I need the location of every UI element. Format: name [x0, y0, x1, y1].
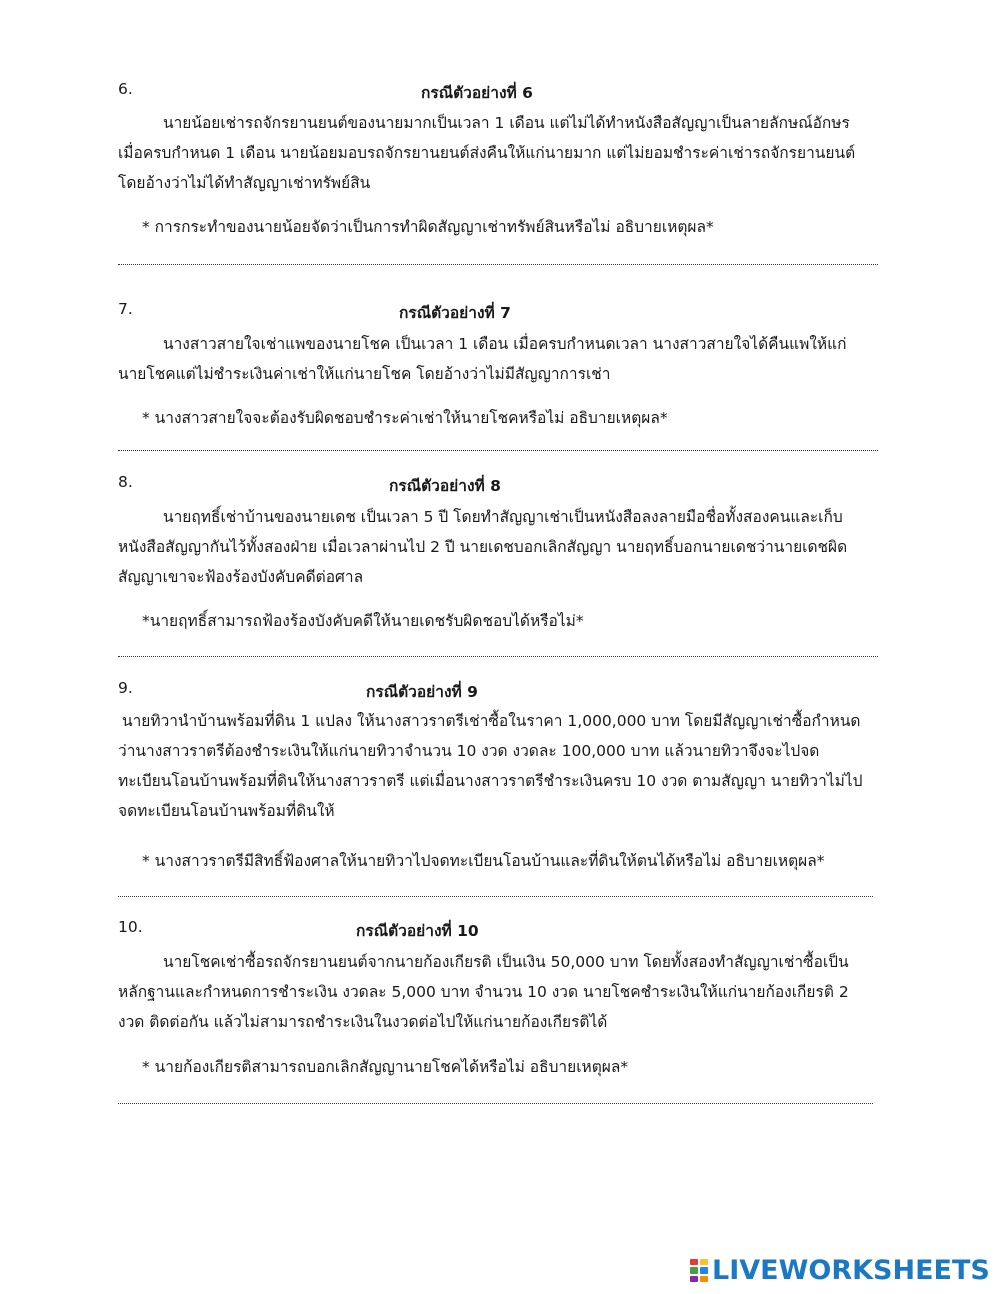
description-line: นายน้อยเช่ารถจักรยานยนต์ของนายมากเป็นเวลา 1 เดือน แต่ไม่ได้ทำหนังสือสัญญาเป็นลายลักษณ์อักษร [163, 114, 850, 132]
case-question: * นายก้องเกียรติสามารถบอกเลิกสัญญานายโชคได้หรือไม่ อธิบายเหตุผล* [142, 1058, 629, 1076]
case-description [118, 329, 888, 389]
description-line: โดยอ้างว่าไม่ได้ทำสัญญาเช่าทรัพย์สิน [118, 174, 371, 192]
case-number: 7. [118, 300, 133, 318]
case-title: กรณีตัวอย่างที่ 6 [421, 84, 533, 102]
logo-text: LIVEWORKSHEETS [712, 1255, 990, 1286]
answer-line[interactable] [118, 656, 878, 657]
description-line: นายฤทธิ์เช่าบ้านของนายเดช เป็นเวลา 5 ปี โดยทำสัญญาเช่าเป็นหนังสือลงลายมือชื่อทั้งสองคนและเก็บ [163, 508, 843, 526]
description-line: งวด ติดต่อกัน แล้วไม่สามารถชำระเงินในงวดต่อไปให้แก่นายก้องเกียรติได้ [118, 1013, 608, 1031]
case-description [118, 706, 888, 826]
description-line: จดทะเบียนโอนบ้านพร้อมที่ดินให้ [118, 802, 335, 820]
answer-line[interactable] [118, 264, 878, 265]
case-number: 8. [118, 473, 133, 491]
liveworksheets-logo [690, 1255, 990, 1286]
description-line: หนังสือสัญญากันไว้ทั้งสองฝ่าย เมื่อเวลาผ่านไป 2 ปี นายเดชบอกเลิกสัญญา นายฤทธิ์บอกนายเดชว่านายเดชผิด [118, 538, 848, 556]
case-title: กรณีตัวอย่างที่ 9 [366, 683, 478, 701]
description-line: เมื่อครบกำหนด 1 เดือน นายน้อยมอบรถจักรยานยนต์ส่งคืนให้แก่นายมาก แต่ไม่ยอมชำระค่าเช่ารถจักรยานยนต์ [118, 144, 856, 162]
case-question: * นางสาวสายใจจะต้องรับผิดชอบชำระค่าเช่าให้นายโชคหรือไม่ อธิบายเหตุผล* [142, 409, 668, 427]
answer-line[interactable] [118, 896, 873, 897]
description-line: นายโชคเช่าซื้อรถจักรยานยนต์จากนายก้องเกียรติ เป็นเงิน 50,000 บาท โดยทั้งสองทำสัญญาเช่าซื้อเป็น [163, 953, 849, 971]
logo-icon [690, 1259, 708, 1283]
description-line: ทะเบียนโอนบ้านพร้อมที่ดินให้นางสาวราตรี แต่เมื่อนางสาวราตรีชำระเงินครบ 10 งวด ตามสัญญา นายทิวาไม่ไป [118, 772, 863, 790]
description-line: นายทิวานำบ้านพร้อมที่ดิน 1 แปลง ให้นางสาวราตรีเช่าซื้อในราคา 1,000,000 บาท โดยมีสัญญาเช่าซื้อกำหนด [122, 712, 861, 730]
description-line: หลักฐานและกำหนดการชำระเงิน งวดละ 5,000 บาท จำนวน 10 งวด นายโชคชำระเงินให้แก่นายก้องเกียรติ 2 [118, 983, 849, 1001]
case-question: * นางสาวราตรีมีสิทธิ์ฟ้องศาลให้นายทิวาไปจดทะเบียนโอนบ้านและที่ดินให้ตนได้หรือไม่ อธิบายเหตุผล* [142, 852, 825, 870]
description-line: สัญญาเขาจะฟ้องร้องบังคับคดีต่อศาล [118, 568, 364, 586]
case-description [118, 108, 888, 198]
description-line: ว่านางสาวราตรีต้องชำระเงินให้แก่นายทิวาจำนวน 10 งวด งวดละ 100,000 บาท แล้วนายทิวาจึงจะไปจด [118, 742, 820, 760]
case-title: กรณีตัวอย่างที่ 8 [389, 477, 501, 495]
case-description [118, 947, 888, 1037]
description-line: นางสาวสายใจเช่าแพของนายโชค เป็นเวลา 1 เดือน เมื่อครบกำหนดเวลา นางสาวสายใจได้คืนแพให้แก่ [163, 335, 847, 353]
case-question: *นายฤทธิ์สามารถฟ้องร้องบังคับคดีให้นายเดชรับผิดชอบได้หรือไม่* [142, 612, 584, 630]
case-description [118, 502, 888, 592]
case-title: กรณีตัวอย่างที่ 10 [356, 922, 479, 940]
case-number: 9. [118, 679, 133, 697]
case-question: * การกระทำของนายน้อยจัดว่าเป็นการทำผิดสัญญาเช่าทรัพย์สินหรือไม่ อธิบายเหตุผล* [142, 218, 714, 236]
case-title: กรณีตัวอย่างที่ 7 [399, 304, 511, 322]
case-number: 6. [118, 80, 133, 98]
case-number: 10. [118, 918, 143, 936]
answer-line[interactable] [118, 1103, 873, 1104]
answer-line[interactable] [118, 450, 878, 451]
description-line: นายโชคแต่ไม่ชำระเงินค่าเช่าให้แก่นายโชค โดยอ้างว่าไม่มีสัญญาการเช่า [118, 365, 611, 383]
